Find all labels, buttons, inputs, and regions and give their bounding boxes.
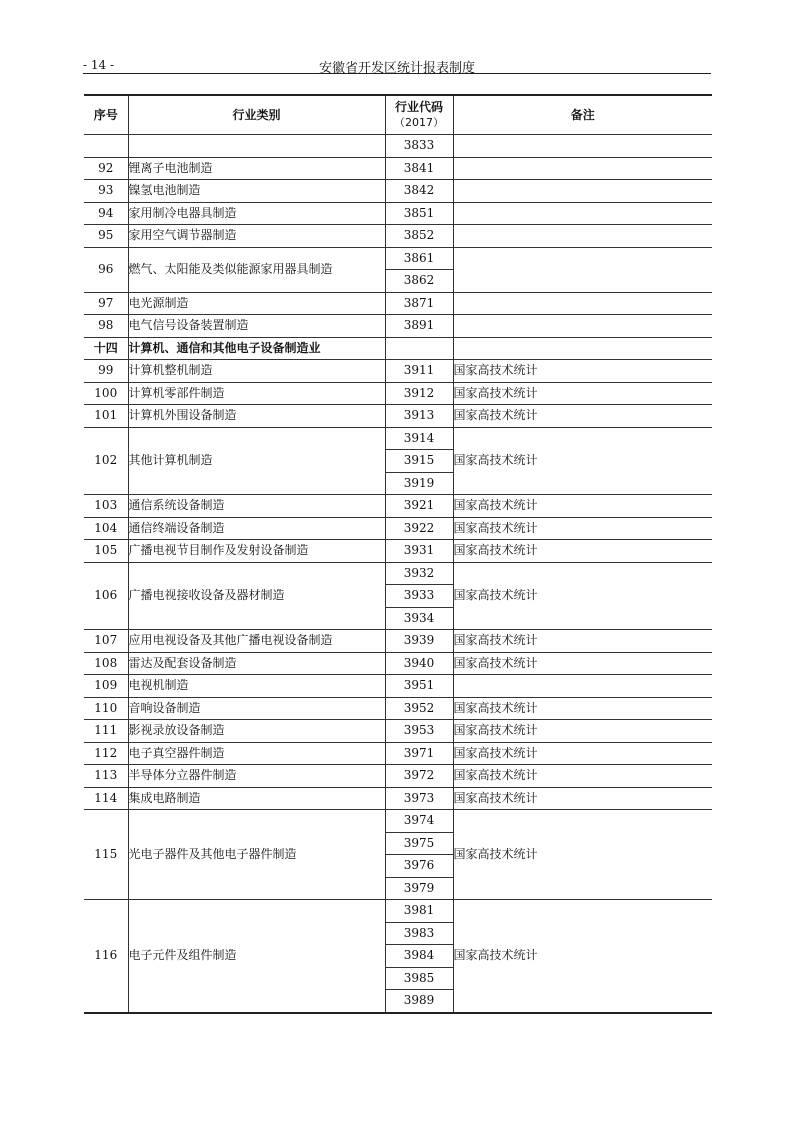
row-number: 105 <box>84 540 128 563</box>
industry-code: 3933 <box>385 585 453 608</box>
table-header-row <box>84 95 712 135</box>
table-row <box>84 652 712 675</box>
industry-code: 3951 <box>385 675 453 698</box>
industry-code: 3912 <box>385 382 453 405</box>
industry-name: 锂离子电池制造 <box>128 157 385 180</box>
industry-code: 3981 <box>385 900 453 923</box>
industry-code: 3983 <box>385 922 453 945</box>
page-header <box>83 55 711 75</box>
table-row <box>84 157 712 180</box>
row-number: 108 <box>84 652 128 675</box>
industry-code: 3952 <box>385 697 453 720</box>
row-number: 98 <box>84 315 128 338</box>
industry-code: 3939 <box>385 630 453 653</box>
row-number: 103 <box>84 495 128 518</box>
industry-name: 电气信号设备装置制造 <box>128 315 385 338</box>
industry-name: 通信系统设备制造 <box>128 495 385 518</box>
row-note <box>453 315 712 338</box>
row-number: 93 <box>84 180 128 203</box>
industry-code: 3971 <box>385 742 453 765</box>
industry-code: 3913 <box>385 405 453 428</box>
row-note: 国家高技术统计 <box>453 562 712 630</box>
document-title: 安徽省开发区统计报表制度 <box>318 61 475 76</box>
row-note: 国家高技术统计 <box>453 540 712 563</box>
row-note: 国家高技术统计 <box>453 720 712 743</box>
row-number: 113 <box>84 765 128 788</box>
row-note: 国家高技术统计 <box>453 360 712 383</box>
industry-code <box>385 337 453 360</box>
row-number: 95 <box>84 225 128 248</box>
industry-code: 3973 <box>385 787 453 810</box>
industry-name: 其他计算机制造 <box>128 427 385 495</box>
row-number: 114 <box>84 787 128 810</box>
row-number: 115 <box>84 810 128 900</box>
industry-code: 3934 <box>385 607 453 630</box>
row-number: 十四 <box>84 337 128 360</box>
table-row <box>84 900 712 923</box>
industry-name <box>128 135 385 158</box>
row-note: 国家高技术统计 <box>453 742 712 765</box>
industry-code: 3852 <box>385 225 453 248</box>
row-number: 94 <box>84 202 128 225</box>
table-row <box>84 135 712 158</box>
industry-code: 3984 <box>385 945 453 968</box>
table-row <box>84 562 712 585</box>
industry-code: 3841 <box>385 157 453 180</box>
row-note: 国家高技术统计 <box>453 787 712 810</box>
row-number: 110 <box>84 697 128 720</box>
industry-code: 3861 <box>385 247 453 270</box>
row-number: 100 <box>84 382 128 405</box>
table-row <box>84 202 712 225</box>
row-number: 112 <box>84 742 128 765</box>
industry-code: 3871 <box>385 292 453 315</box>
row-number: 107 <box>84 630 128 653</box>
row-number: 102 <box>84 427 128 495</box>
industry-code: 3974 <box>385 810 453 833</box>
row-number: 96 <box>84 247 128 292</box>
row-number: 99 <box>84 360 128 383</box>
column-header-name: 行业类别 <box>128 95 385 135</box>
industry-name: 集成电路制造 <box>128 787 385 810</box>
row-number: 101 <box>84 405 128 428</box>
industry-name: 计算机零部件制造 <box>128 382 385 405</box>
row-number: 109 <box>84 675 128 698</box>
table-row <box>84 292 712 315</box>
row-note: 国家高技术统计 <box>453 765 712 788</box>
section-title: 计算机、通信和其他电子设备制造业 <box>128 337 385 360</box>
header-rule <box>83 73 711 74</box>
industry-name: 光电子器件及其他电子器件制造 <box>128 810 385 900</box>
table-row <box>84 225 712 248</box>
industry-code: 3931 <box>385 540 453 563</box>
table-row <box>84 247 712 270</box>
industry-code: 3975 <box>385 832 453 855</box>
industry-name: 影视录放设备制造 <box>128 720 385 743</box>
row-note <box>453 157 712 180</box>
table-row <box>84 360 712 383</box>
page-number: - 14 - <box>83 58 115 72</box>
industry-name: 家用空气调节器制造 <box>128 225 385 248</box>
industry-code: 3989 <box>385 990 453 1013</box>
column-header-no: 序号 <box>84 95 128 135</box>
row-note <box>453 225 712 248</box>
row-note <box>453 180 712 203</box>
industry-name: 雷达及配套设备制造 <box>128 652 385 675</box>
industry-name: 音响设备制造 <box>128 697 385 720</box>
industry-code: 3851 <box>385 202 453 225</box>
row-number: 106 <box>84 562 128 630</box>
column-header-note: 备注 <box>453 95 712 135</box>
table-row <box>84 675 712 698</box>
row-note <box>453 135 712 158</box>
table-row <box>84 787 712 810</box>
industry-name: 计算机外围设备制造 <box>128 405 385 428</box>
industry-code: 3932 <box>385 562 453 585</box>
table-body <box>84 135 712 1013</box>
industry-name: 广播电视节目制作及发射设备制造 <box>128 540 385 563</box>
industry-code: 3833 <box>385 135 453 158</box>
row-note: 国家高技术统计 <box>453 630 712 653</box>
industry-code: 3919 <box>385 472 453 495</box>
industry-name: 电视机制造 <box>128 675 385 698</box>
row-note <box>453 337 712 360</box>
industry-code: 3914 <box>385 427 453 450</box>
industry-code: 3940 <box>385 652 453 675</box>
row-number: 92 <box>84 157 128 180</box>
column-header-code <box>385 95 453 135</box>
row-number: 116 <box>84 900 128 1013</box>
industry-code: 3911 <box>385 360 453 383</box>
industry-code: 3976 <box>385 855 453 878</box>
industry-code: 3891 <box>385 315 453 338</box>
row-note: 国家高技术统计 <box>453 382 712 405</box>
table-row <box>84 540 712 563</box>
table-row <box>84 810 712 833</box>
industry-name: 应用电视设备及其他广播电视设备制造 <box>128 630 385 653</box>
industry-code: 3953 <box>385 720 453 743</box>
table-row <box>84 765 712 788</box>
table-row <box>84 405 712 428</box>
table-row <box>84 495 712 518</box>
industry-name: 广播电视接收设备及器材制造 <box>128 562 385 630</box>
industry-code: 3985 <box>385 967 453 990</box>
industry-name: 家用制冷电器具制造 <box>128 202 385 225</box>
industry-name: 计算机整机制造 <box>128 360 385 383</box>
industry-code: 3979 <box>385 877 453 900</box>
column-header-code-line1: 行业代码 <box>394 100 443 114</box>
table-row <box>84 742 712 765</box>
table-row <box>84 697 712 720</box>
table-row <box>84 180 712 203</box>
industry-name: 燃气、太阳能及类似能源家用器具制造 <box>128 247 385 292</box>
table-row <box>84 315 712 338</box>
row-note: 国家高技术统计 <box>453 810 712 900</box>
row-number: 97 <box>84 292 128 315</box>
table-row <box>84 517 712 540</box>
row-note <box>453 292 712 315</box>
industry-name: 镍氢电池制造 <box>128 180 385 203</box>
industry-name: 通信终端设备制造 <box>128 517 385 540</box>
row-note: 国家高技术统计 <box>453 517 712 540</box>
row-note: 国家高技术统计 <box>453 900 712 1013</box>
row-note: 国家高技术统计 <box>453 652 712 675</box>
industry-code: 3862 <box>385 270 453 293</box>
row-note <box>453 202 712 225</box>
row-note <box>453 247 712 292</box>
industry-name: 半导体分立器件制造 <box>128 765 385 788</box>
row-number: 104 <box>84 517 128 540</box>
industry-code: 3921 <box>385 495 453 518</box>
industry-code: 3972 <box>385 765 453 788</box>
table-row <box>84 427 712 450</box>
column-header-code-line2: （2017） <box>394 116 444 129</box>
table-row <box>84 337 712 360</box>
industry-name: 电子真空器件制造 <box>128 742 385 765</box>
industry-code: 3922 <box>385 517 453 540</box>
row-note: 国家高技术统计 <box>453 697 712 720</box>
table-row <box>84 720 712 743</box>
table-row <box>84 630 712 653</box>
industry-classification-table <box>84 94 712 1014</box>
row-note: 国家高技术统计 <box>453 427 712 495</box>
industry-code: 3915 <box>385 450 453 473</box>
industry-name: 电光源制造 <box>128 292 385 315</box>
table-row <box>84 382 712 405</box>
row-note: 国家高技术统计 <box>453 495 712 518</box>
row-note <box>453 675 712 698</box>
industry-code: 3842 <box>385 180 453 203</box>
industry-name: 电子元件及组件制造 <box>128 900 385 1013</box>
row-number <box>84 135 128 158</box>
row-number: 111 <box>84 720 128 743</box>
row-note: 国家高技术统计 <box>453 405 712 428</box>
